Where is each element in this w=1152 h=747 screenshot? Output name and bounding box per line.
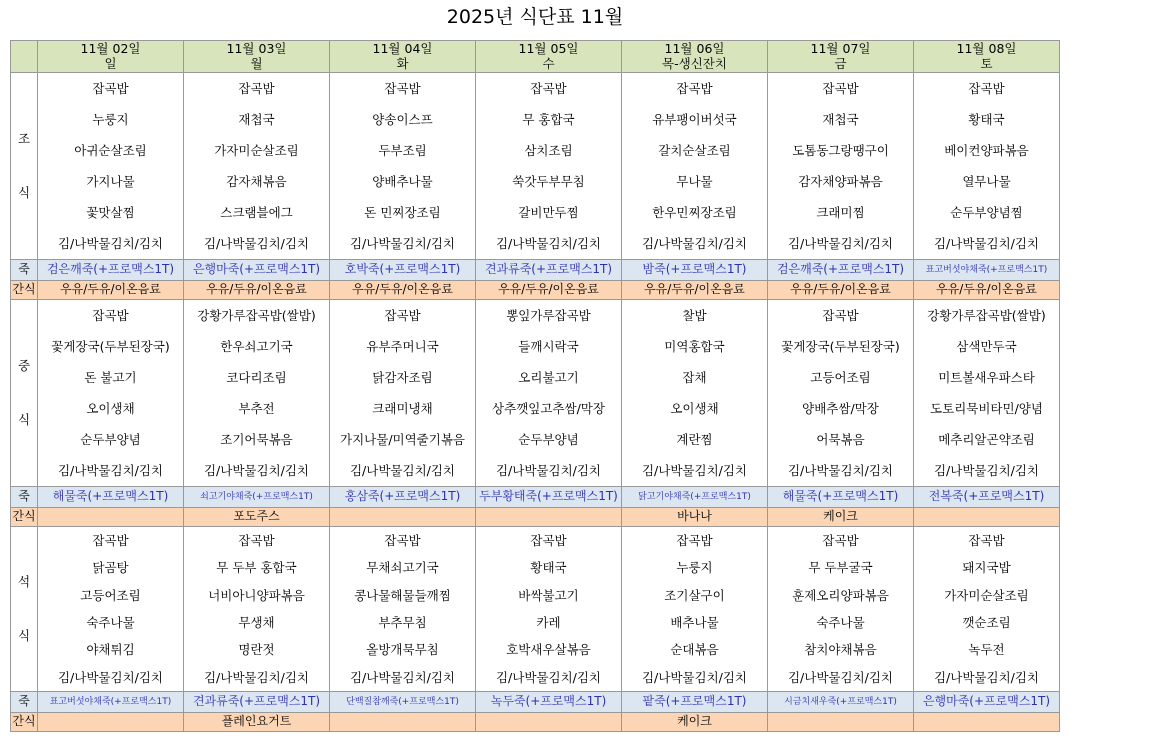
- breakfast-juk-cell: 표고버섯야채죽(+프로맥스1T): [914, 260, 1060, 281]
- menu-item: 오리불고기: [518, 370, 579, 385]
- day-of-week: 수: [542, 55, 555, 71]
- menu-item: 유부팽이버섯국: [652, 112, 737, 127]
- day-date: 11월 07일: [810, 41, 871, 57]
- menu-item: 잡곡밥: [92, 81, 129, 96]
- menu-item: 순대볶음: [670, 642, 719, 658]
- menu-item: 어묵볶음: [816, 432, 865, 447]
- day-of-week: 일: [104, 55, 117, 71]
- dinner-cell: [476, 527, 622, 692]
- afternoon-snack-cell: 케이크: [768, 508, 914, 527]
- menu-item: 야채튀김: [86, 642, 135, 658]
- menu-item: 잡곡밥: [238, 533, 275, 549]
- menu-item: 잡곡밥: [530, 533, 567, 549]
- menu-item: 잡곡밥: [384, 533, 421, 549]
- menu-item: 카레: [536, 615, 561, 630]
- day-date: 11월 04일: [372, 41, 433, 57]
- label-char: 식: [17, 185, 31, 200]
- lunch-juk-cell: 홍삼죽(+프로맥스1T): [330, 487, 476, 508]
- menu-item: 명란젓: [238, 642, 275, 658]
- menu-item: 무 홍합국: [522, 112, 575, 127]
- menu-item: 김/나박물김치/김치: [349, 669, 456, 685]
- label-char: 식: [17, 412, 31, 427]
- day-header: [914, 41, 1060, 73]
- evening-snack-cell: [768, 713, 914, 732]
- menu-item: 잡곡밥: [822, 533, 859, 549]
- menu-item: 김/나박물김치/김치: [933, 463, 1040, 478]
- day-header: [330, 41, 476, 73]
- menu-item: 김/나박물김치/김치: [933, 669, 1040, 685]
- menu-item: 김/나박물김치/김치: [57, 463, 164, 478]
- morning-snack-cell: 우유/두유/이온음료: [330, 281, 476, 300]
- menu-item: 참치야채볶음: [804, 642, 877, 658]
- menu-item: 크래미찜: [816, 205, 865, 220]
- morning-snack-cell: 우유/두유/이온음료: [476, 281, 622, 300]
- label-gap: [11, 146, 37, 186]
- menu-item: 누룽지: [676, 560, 713, 576]
- day-header: [768, 41, 914, 73]
- menu-item: 누룽지: [92, 112, 129, 127]
- menu-item: 김/나박물김치/김치: [203, 463, 310, 478]
- menu-item: 잡채: [682, 370, 707, 385]
- day-date: 11월 08일: [956, 41, 1017, 57]
- dinner-cell: [330, 527, 476, 692]
- day-of-week: 월: [250, 55, 263, 71]
- menu-item: 아귀순살조림: [74, 143, 147, 158]
- dinner-juk-cell: 표고버섯야채죽(+프로맥스1T): [38, 692, 184, 713]
- morning-snack-cell: 우유/두유/이온음료: [914, 281, 1060, 300]
- page-title: 2025년 식단표 11월: [446, 6, 624, 28]
- breakfast-juk-cell: 호박죽(+프로맥스1T): [330, 260, 476, 281]
- afternoon-snack-cell: [38, 508, 184, 527]
- menu-item: 가자미순살조림: [944, 587, 1029, 603]
- day-of-week: 토: [980, 55, 993, 71]
- menu-item: 김/나박물김치/김치: [641, 669, 748, 685]
- dinner-juk-cell: 녹두죽(+프로맥스1T): [476, 692, 622, 713]
- afternoon-snack-cell: 포도주스: [184, 508, 330, 527]
- menu-item: 순두부양념: [518, 432, 579, 447]
- dinner-cell: [914, 527, 1060, 692]
- menu-item: 너비아니양파볶음: [208, 587, 305, 603]
- menu-item: 강황가루잡곡밥(쌀밥): [927, 308, 1046, 323]
- menu-item: 잡곡밥: [968, 81, 1005, 96]
- menu-item: 양배추나물: [372, 174, 433, 189]
- day-header: [38, 41, 184, 73]
- breakfast-juk-cell: 밤죽(+프로맥스1T): [622, 260, 768, 281]
- evening-snack-cell: 케이크: [622, 713, 768, 732]
- afternoon-snack-cell: [914, 508, 1060, 527]
- menu-item: 꽃게장국(두부된장국): [51, 339, 170, 354]
- lunch-juk-cell: 닭고기야채죽(+프로맥스1T): [622, 487, 768, 508]
- menu-item: 잡곡밥: [968, 533, 1005, 549]
- menu-item: 베이컨양파볶음: [944, 143, 1029, 158]
- menu-item: 훈제오리양파볶음: [792, 587, 889, 603]
- lunch-cell: [38, 300, 184, 487]
- menu-item: 상추깻잎고추쌈/막장: [492, 401, 605, 416]
- menu-item: 들깨시락국: [518, 339, 579, 354]
- menu-item: 김/나박물김치/김치: [203, 236, 310, 251]
- menu-item: 가지나물: [86, 174, 135, 189]
- menu-item: 김/나박물김치/김치: [495, 669, 602, 685]
- menu-item: 강황가루잡곡밥(쌀밥): [197, 308, 316, 323]
- morning-snack-cell: 우유/두유/이온음료: [768, 281, 914, 300]
- menu-item: 크래미냉채: [372, 401, 433, 416]
- menu-item: 바싹불고기: [518, 587, 579, 603]
- label-char: 석: [17, 573, 31, 589]
- evening-snack-cell: [330, 713, 476, 732]
- breakfast-juk-label: 죽: [11, 260, 38, 281]
- lunch-cell: [622, 300, 768, 487]
- breakfast-cell: [476, 73, 622, 260]
- menu-item: 김/나박물김치/김치: [57, 236, 164, 251]
- menu-item: 올방개묵무침: [366, 642, 439, 658]
- menu-item: 김/나박물김치/김치: [641, 463, 748, 478]
- menu-item: 숙주나물: [816, 615, 865, 630]
- menu-item: 갈치순살조림: [658, 143, 731, 158]
- dinner-cell: [38, 527, 184, 692]
- menu-item: 갈비만두찜: [518, 205, 579, 220]
- menu-item: 황태국: [968, 112, 1005, 127]
- menu-item: 무 두부 홍합국: [216, 560, 297, 576]
- menu-item: 양배추쌈/막장: [802, 401, 879, 416]
- menu-item: 열무나물: [962, 174, 1011, 189]
- breakfast-cell: [184, 73, 330, 260]
- breakfast-cell: [330, 73, 476, 260]
- menu-item: 재첩국: [238, 112, 275, 127]
- day-header: [476, 41, 622, 73]
- morning-snack-cell: 우유/두유/이온음료: [622, 281, 768, 300]
- afternoon-snack-cell: 바나나: [622, 508, 768, 527]
- menu-item: 부추무침: [378, 615, 427, 630]
- menu-item: 무생채: [238, 615, 275, 630]
- menu-item: 스크램블에그: [220, 205, 293, 220]
- day-date: 11월 06일: [664, 41, 725, 57]
- menu-item: 김/나박물김치/김치: [57, 669, 164, 685]
- menu-item: 김/나박물김치/김치: [787, 236, 894, 251]
- menu-item: 잡곡밥: [92, 308, 129, 323]
- menu-item: 잡곡밥: [822, 308, 859, 323]
- header-row: [11, 41, 1060, 73]
- menu-item: 고등어조림: [80, 587, 141, 603]
- lunch-juk-cell: 쇠고기야채죽(+프로맥스1T): [184, 487, 330, 508]
- morning-snack-label: 간식: [11, 281, 38, 300]
- day-of-week: 화: [396, 55, 409, 71]
- menu-item: 삼치조림: [524, 143, 573, 158]
- menu-item: 순두부양념찜: [950, 205, 1023, 220]
- menu-item: 메추리알곤약조림: [938, 432, 1035, 447]
- menu-item: 무 두부굴국: [808, 560, 873, 576]
- menu-item: 김/나박물김치/김치: [203, 669, 310, 685]
- dinner-juk-label: 죽: [11, 692, 38, 713]
- menu-item: 콩나물해물들깨찜: [354, 587, 451, 603]
- menu-item: 잡곡밥: [530, 81, 567, 96]
- label-char: 중: [17, 357, 31, 373]
- menu-item: 황태국: [530, 560, 567, 576]
- menu-item: 도톰동그랑땡구이: [792, 143, 889, 158]
- menu-item: 계란찜: [676, 432, 713, 447]
- breakfast-juk-cell: 은행마죽(+프로맥스1T): [184, 260, 330, 281]
- menu-item: 감자채볶음: [226, 174, 287, 189]
- menu-item: 순두부양념: [80, 432, 141, 447]
- menu-item: 무채쇠고기국: [366, 560, 439, 576]
- lunch-juk-label: 죽: [11, 487, 38, 508]
- lunch-label: [11, 300, 38, 487]
- menu-item: 김/나박물김치/김치: [787, 669, 894, 685]
- menu-item: 도토리묵비타민/양념: [930, 401, 1043, 416]
- menu-item: 감자채양파볶음: [798, 174, 883, 189]
- menu-item: 김/나박물김치/김치: [349, 463, 456, 478]
- dinner-row: [11, 527, 1060, 692]
- menu-item: 김/나박물김치/김치: [787, 463, 894, 478]
- menu-item: 무나물: [676, 174, 713, 189]
- menu-item: 찰밥: [682, 308, 707, 323]
- menu-item: 김/나박물김치/김치: [495, 463, 602, 478]
- lunch-cell: [768, 300, 914, 487]
- dinner-juk-cell: 팥죽(+프로맥스1T): [622, 692, 768, 713]
- dinner-juk-cell: 시금치새우죽(+프로맥스1T): [768, 692, 914, 713]
- menu-item: 오이생채: [670, 401, 719, 416]
- menu-item: 부추전: [238, 401, 275, 416]
- afternoon-snack-label: 간식: [11, 508, 38, 527]
- dinner-label: [11, 527, 38, 692]
- evening-snack-cell: [476, 713, 622, 732]
- menu-item: 가자미순살조림: [214, 143, 299, 158]
- breakfast-cell: [914, 73, 1060, 260]
- afternoon-snack-row: [11, 508, 1060, 527]
- lunch-cell: [476, 300, 622, 487]
- lunch-row: [11, 300, 1060, 487]
- menu-item: 조기어묵볶음: [220, 432, 293, 447]
- lunch-juk-row: [11, 487, 1060, 508]
- menu-item: 잡곡밥: [384, 81, 421, 96]
- breakfast-juk-cell: 검은깨죽(+프로맥스1T): [768, 260, 914, 281]
- morning-snack-cell: 우유/두유/이온음료: [38, 281, 184, 300]
- menu-item: 코다리조림: [226, 370, 287, 385]
- dinner-cell: [184, 527, 330, 692]
- dinner-juk-cell: 은행마죽(+프로맥스1T): [914, 692, 1060, 713]
- menu-item: 닭곰탕: [92, 560, 129, 576]
- menu-item: 잡곡밥: [238, 81, 275, 96]
- menu-item: 잡곡밥: [384, 308, 421, 323]
- menu-item: 김/나박물김치/김치: [933, 236, 1040, 251]
- menu-item: 쑥갓두부무침: [512, 174, 585, 189]
- lunch-cell: [914, 300, 1060, 487]
- day-header: [184, 41, 330, 73]
- label-gap: [11, 589, 37, 629]
- day-date: 11월 02일: [80, 41, 141, 57]
- label-gap: [11, 373, 37, 413]
- dinner-cell: [768, 527, 914, 692]
- menu-item: 뽕잎가루잡곡밥: [506, 308, 591, 323]
- morning-snack-cell: 우유/두유/이온음료: [184, 281, 330, 300]
- menu-item: 한우민찌장조림: [652, 205, 737, 220]
- menu-item: 호박새우살볶음: [506, 642, 591, 658]
- menu-item: 미트볼새우파스타: [938, 370, 1035, 385]
- menu-item: 잡곡밥: [676, 533, 713, 549]
- menu-item: 돈 민찌장조림: [364, 205, 441, 220]
- menu-item: 잡곡밥: [92, 533, 129, 549]
- menu-item: 배추나물: [670, 615, 719, 630]
- menu-item: 두부조림: [378, 143, 427, 158]
- menu-item: 오이생채: [86, 401, 135, 416]
- menu-item: 유부주머니국: [366, 339, 439, 354]
- dinner-juk-row: [11, 692, 1060, 713]
- lunch-juk-cell: 해물죽(+프로맥스1T): [768, 487, 914, 508]
- day-of-week: 금: [834, 55, 847, 71]
- evening-snack-cell: [914, 713, 1060, 732]
- breakfast-juk-row: [11, 260, 1060, 281]
- lunch-cell: [184, 300, 330, 487]
- menu-item: 꽃게장국(두부된장국): [781, 339, 900, 354]
- menu-item: 꽃맛살찜: [86, 205, 135, 220]
- breakfast-juk-cell: 검은깨죽(+프로맥스1T): [38, 260, 184, 281]
- menu-item: 한우쇠고기국: [220, 339, 293, 354]
- day-date: 11월 05일: [518, 41, 579, 57]
- breakfast-cell: [622, 73, 768, 260]
- menu-item: 고등어조림: [810, 370, 871, 385]
- lunch-cell: [330, 300, 476, 487]
- menu-item: 깻순조림: [962, 615, 1011, 630]
- menu-item: 김/나박물김치/김치: [641, 236, 748, 251]
- menu-item: 녹두전: [968, 642, 1005, 658]
- breakfast-cell: [38, 73, 184, 260]
- day-date: 11월 03일: [226, 41, 287, 57]
- dinner-juk-cell: 견과류죽(+프로맥스1T): [184, 692, 330, 713]
- evening-snack-row: [11, 713, 1060, 732]
- breakfast-row: [11, 73, 1060, 260]
- corner-cell: [11, 41, 38, 73]
- menu-item: 닭감자조림: [372, 370, 433, 385]
- evening-snack-cell: 플레인요거트: [184, 713, 330, 732]
- evening-snack-label: 간식: [11, 713, 38, 732]
- day-of-week: 목-생신잔치: [662, 55, 727, 71]
- menu-item: 돈 불고기: [84, 370, 137, 385]
- breakfast-label: [11, 73, 38, 260]
- breakfast-juk-cell: 견과류죽(+프로맥스1T): [476, 260, 622, 281]
- menu-item: 숙주나물: [86, 615, 135, 630]
- morning-snack-row: [11, 281, 1060, 300]
- menu-item: 김/나박물김치/김치: [495, 236, 602, 251]
- menu-item: 재첩국: [822, 112, 859, 127]
- menu-item: 김/나박물김치/김치: [349, 236, 456, 251]
- dinner-juk-cell: 단백질참깨죽(+프로맥스1T): [330, 692, 476, 713]
- menu-item: 가지나물/미역줄기볶음: [340, 432, 465, 447]
- menu-item: 조기살구이: [664, 587, 725, 603]
- lunch-juk-cell: 해물죽(+프로맥스1T): [38, 487, 184, 508]
- dinner-cell: [622, 527, 768, 692]
- lunch-juk-cell: 전복죽(+프로맥스1T): [914, 487, 1060, 508]
- label-char: 조: [17, 130, 31, 146]
- menu-item: 잡곡밥: [676, 81, 713, 96]
- menu-item: 삼색만두국: [956, 339, 1017, 354]
- meal-table: [10, 40, 1060, 732]
- menu-item: 양송이스프: [372, 112, 433, 127]
- afternoon-snack-cell: [476, 508, 622, 527]
- lunch-juk-cell: 두부황태죽(+프로맥스1T): [476, 487, 622, 508]
- menu-item: 돼지국밥: [962, 560, 1011, 576]
- afternoon-snack-cell: [330, 508, 476, 527]
- menu-item: 잡곡밥: [822, 81, 859, 96]
- breakfast-cell: [768, 73, 914, 260]
- label-char: 식: [17, 628, 31, 643]
- day-header: [622, 41, 768, 73]
- menu-item: 미역홍합국: [664, 339, 725, 354]
- evening-snack-cell: [38, 713, 184, 732]
